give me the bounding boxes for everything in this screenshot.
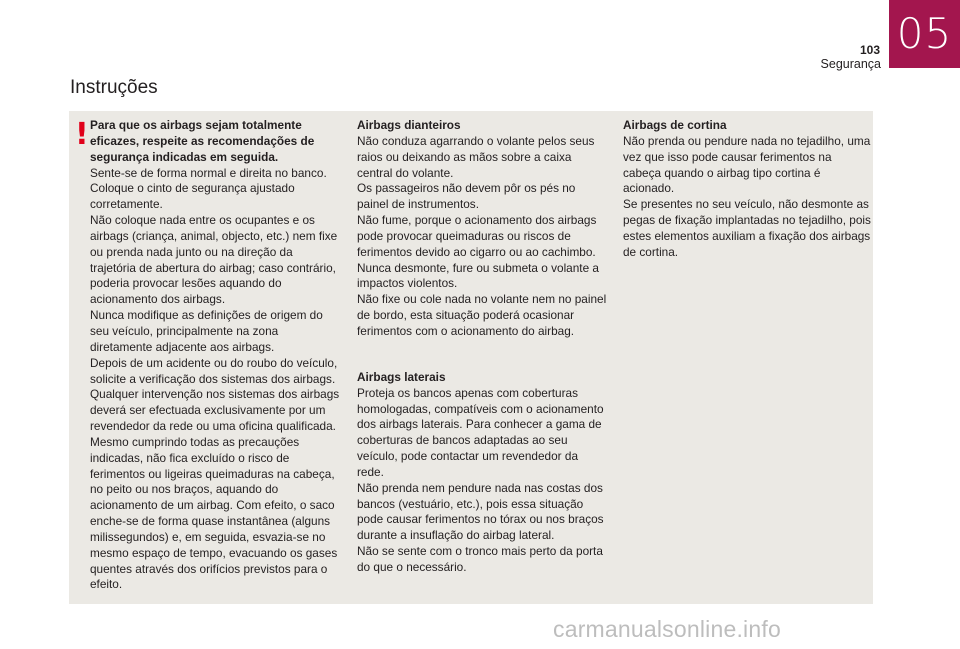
side-airbags-body: Proteja os bancos apenas com coberturas homologadas, compatíveis com o acionamento dos airbags laterais. Para conhecer a gama de coberturas de bancos adaptadas ao seu veículo, pode contactar um revendedor da rede. Não prenda nem pendure nada nas costas dos bancos (vestuário, etc.), pois essa situação pode causar ferimentos no tórax ou nos braços durante a insuflação do airbag lateral. Não se sente com o tronco mais perto da porta do que o necessário.	[357, 385, 604, 574]
warning-column	[90, 118, 340, 593]
front-airbags-heading: Airbags dianteiros	[357, 118, 461, 132]
warning-exclamation-icon: !	[75, 117, 89, 152]
warning-heading: Para que os airbags sejam totalmente eficazes, respeite as recomendações de segurança indicadas em seguida.	[90, 118, 315, 164]
front-airbags-body: Não conduza agarrando o volante pelos seus raios ou deixando as mãos sobre a caixa central do volante. Os passageiros não devem pôr os pés no painel de instrumentos. Não fume, porque o acionamento dos airbags pode provocar queimaduras ou riscos de ferimentos devido ao cigarro ou ao cachimbo. Nunca desmonte, fure ou submeta o volante a impactos violentos. Não fixe ou cole nada no volante nem no painel de bordo, esta situação poderá ocasionar ferimentos com o acionamento do airbag.	[357, 133, 607, 338]
curtain-airbags-body: Não prenda ou pendure nada no tejadilho, uma vez que isso pode causar ferimentos na cabeça quando o airbag tipo cortina é acionado. Se presentes no seu veículo, não desmonte as pegas de fixação implantadas no tejadilho, pois estes elementos auxiliam a fixação dos airbags de cortina.	[623, 133, 871, 259]
chapter-tab	[889, 0, 960, 68]
warning-body: Sente-se de forma normal e direita no banco. Coloque o cinto de segurança ajustado corretamente. Não coloque nada entre os ocupantes e os airbags (criança, animal, objecto, etc.) nem fixe ou prenda nada junto ou na direção da trajetória de abertura do airbag; caso contrário, poderia provocar lesões aquando do acionamento dos airbags. Nunca modifique as definições de origem do seu veículo, principalmente na zona diretamente adjacente aos airbags. Depois de um acidente ou do roubo do veículo, solicite a verificação dos sistemas dos airbags. Qualquer intervenção nos sistemas dos airbags deverá ser efectuada exclusivamente por um revendedor da rede ou uma oficina qualificada. Mesmo cumprindo todas as precauções indicadas, não fica excluído o risco de ferimentos ou ligeiras queimaduras na cabeça, no peito ou nos braços, aquando do acionamento de um airbag. Com efeito, o saco enche-se de forma quase instantânea (alguns milissegundos) e, em seguida, esvazia-se no mesmo espaço de tempo, evacuando os gases quentes através dos orifícios previstos para o efeito.	[90, 165, 340, 592]
instructions-panel	[69, 111, 873, 604]
page-number: 103	[859, 43, 880, 57]
airbags-column	[357, 118, 607, 576]
section-name: Segurança	[820, 57, 881, 71]
curtain-column	[623, 118, 871, 261]
curtain-airbags-heading: Airbags de cortina	[623, 118, 727, 132]
watermark: carmanualsonline.info	[553, 616, 781, 642]
section-spacer	[357, 340, 607, 370]
chapter-number: 05	[896, 9, 953, 58]
side-airbags-heading: Airbags laterais	[357, 369, 446, 384]
page-title: Instruções	[70, 77, 158, 98]
